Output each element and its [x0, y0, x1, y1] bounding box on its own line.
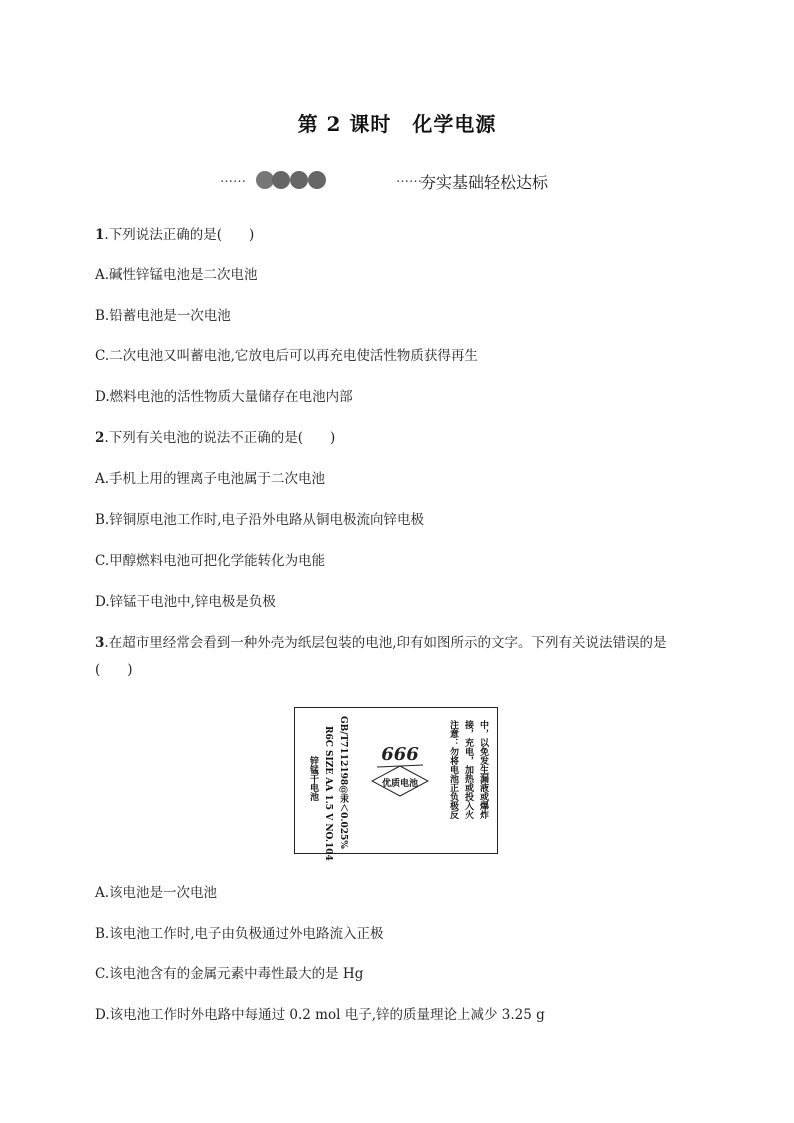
battery-label-figure — [294, 707, 498, 861]
logo-text: 优质电池 — [381, 779, 418, 789]
option-b: B.锌铜原电池工作时,电子沿外电路从铜电极流向锌电极 — [95, 512, 425, 528]
option-c: C.该电池含有的金属元素中毒性最大的是 Hg — [95, 966, 364, 982]
circle-icon — [308, 171, 326, 189]
battery-type: 锌锰干电池 — [308, 756, 318, 801]
banner-dots-left: …… — [220, 171, 246, 186]
battery-spec: R6C SIZE AA 1.5 V NO.104 — [323, 726, 333, 861]
battery-standard: GB/T7112198@汞＜0.025% — [338, 716, 348, 849]
question-2-stem — [95, 429, 335, 447]
battery-logo — [371, 744, 429, 800]
question-3-stem — [95, 634, 667, 652]
question-text: .下列有关电池的说法不正确的是( ) — [104, 430, 336, 446]
question-number: 1 — [95, 227, 105, 243]
logo-number: 666 — [381, 744, 419, 765]
question-text: .下列说法正确的是( ) — [104, 227, 255, 243]
question-number: 3 — [95, 635, 105, 651]
question-number: 2 — [95, 430, 105, 446]
circle-icon — [272, 171, 290, 189]
warning-note-2: 接，充电，加热或投入火 — [463, 720, 473, 819]
banner-dots-right: …… — [396, 171, 422, 186]
banner-text: 夯实基础轻松达标 — [420, 173, 549, 192]
question-text: .在超市里经常会看到一种外壳为纸层包装的电池,印有如图所示的文字。下列有关说法错误的是 — [104, 635, 667, 651]
question-3-blank: ( ) — [95, 662, 133, 678]
option-c: C.二次电池又叫蓄电池,它放电后可以再充电使活性物质获得再生 — [95, 348, 478, 364]
option-b: B.铅蓄电池是一次电池 — [95, 308, 231, 324]
option-a: A.该电池是一次电池 — [95, 885, 218, 901]
page-title: 第 2 课时 化学电源 — [297, 112, 497, 136]
option-b: B.该电池工作时,电子由负极通过外电路流入正极 — [95, 926, 384, 942]
option-a: A.碱性锌锰电池是二次电池 — [95, 267, 258, 283]
option-a: A.手机上用的锂离子电池属于二次电池 — [95, 471, 326, 487]
section-banner — [220, 168, 600, 192]
option-d: D.锌锰干电池中,锌电极是负极 — [95, 594, 276, 610]
question-1-stem — [95, 226, 254, 244]
option-d: D.该电池工作时外电路中每通过 0.2 mol 电子,锌的质量理论上减少 3.25 g — [95, 1007, 545, 1023]
circle-icon — [290, 171, 308, 189]
warning-note-1: 注意：勿将电池正负极反 — [448, 720, 458, 819]
option-c: C.甲醇燃料电池可把化学能转化为电能 — [95, 553, 326, 569]
option-d: D.燃料电池的活性物质大量储存在电池内部 — [95, 389, 353, 405]
warning-note-3: 中，以免发生漏液或爆炸 — [478, 720, 488, 819]
